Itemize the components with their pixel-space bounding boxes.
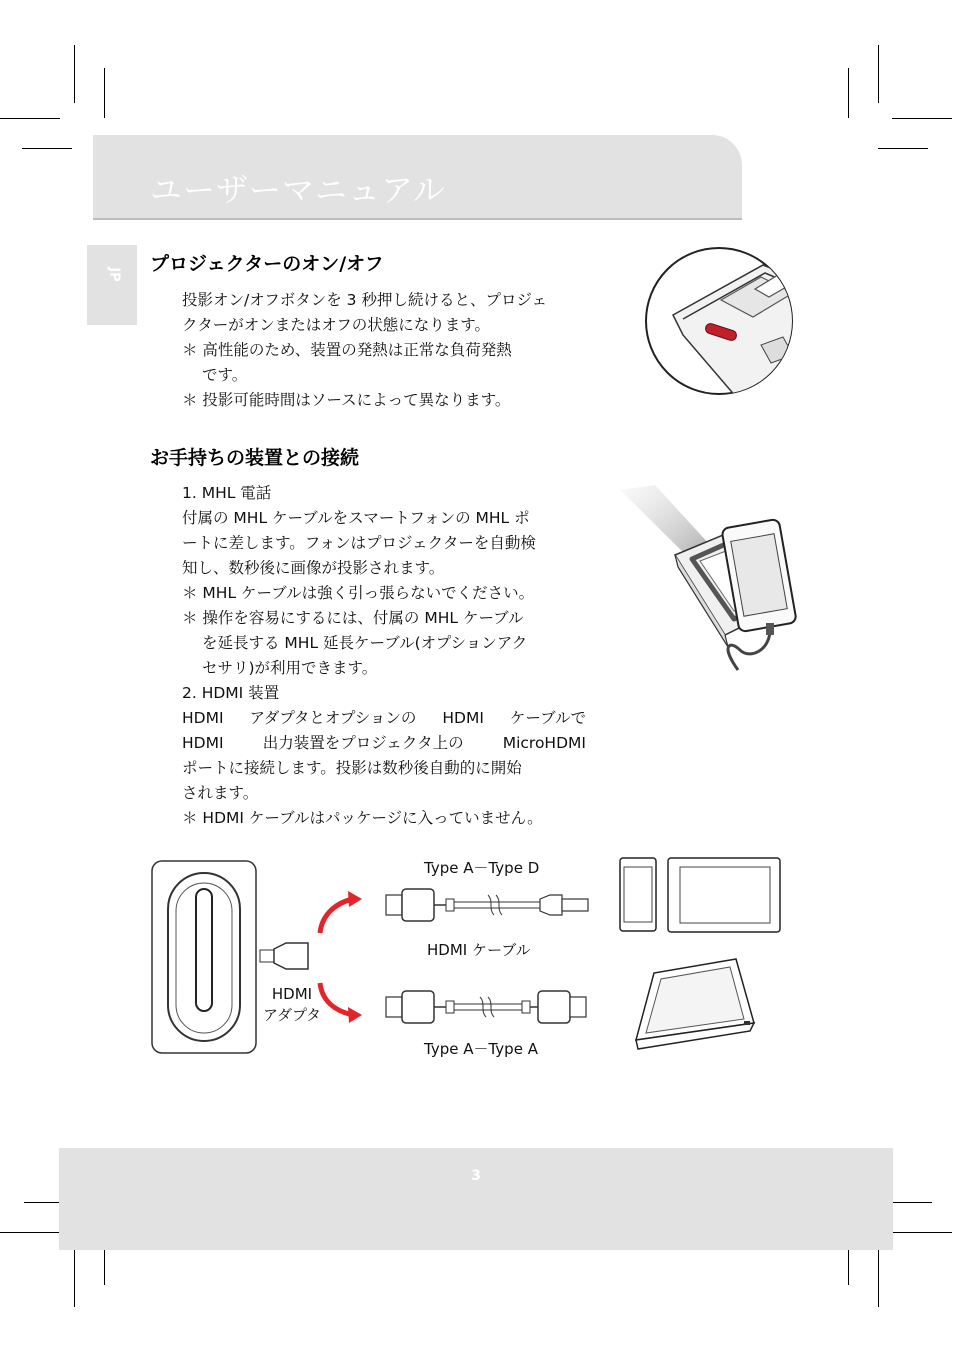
language-tab — [87, 245, 137, 325]
text-line: ＊ 高性能のため、装置の発熱は正常な負荷発熱 — [182, 341, 512, 359]
label-type-a-type-a: Type A－Type A — [424, 1040, 538, 1058]
text-line: 2. HDMI 装置 — [182, 684, 280, 702]
section-connect-body — [182, 481, 586, 831]
text-line: ＊ MHL ケーブルは強く引っ張らないでください。 — [182, 584, 535, 602]
crop-mark — [878, 1245, 879, 1307]
crop-mark — [878, 45, 879, 103]
crop-mark — [22, 148, 72, 149]
text-line: ＊ 操作を容易にするには、付属の MHL ケーブル — [182, 609, 524, 627]
section-heading-power: プロジェクターのオン/オフ — [150, 253, 384, 275]
text-line: セサリ)が利用できます。 — [202, 659, 378, 677]
page-title: ユーザーマニュアル — [150, 171, 446, 209]
text-line: ＊ HDMI ケーブルはパッケージに入っていません。 — [182, 809, 543, 827]
crop-mark — [878, 148, 928, 149]
mhl-phone-illustration — [600, 485, 815, 675]
footer-band — [59, 1148, 893, 1250]
label-type-a-type-d: Type A－Type D — [424, 859, 540, 877]
section-power-body — [182, 288, 547, 413]
power-button-illustration — [643, 245, 795, 397]
text-line: 投影オン/オフボタンを 3 秒押し続けると、プロジェ — [182, 291, 548, 309]
text-line: ートに差します。フォンはプロジェクターを自動検 — [182, 534, 536, 552]
text-line: ポートに接続します。投影は数秒後自動的に開始 — [182, 759, 522, 777]
text-line: 知し、数秒後に画像が投影されます。 — [182, 559, 445, 577]
text-line-justified: HDMI 出力装置をプロジェクタ上の MicroHDMI — [182, 734, 586, 752]
crop-mark — [104, 68, 105, 118]
text-line: 付属の MHL ケーブルをスマートフォンの MHL ポ — [182, 509, 530, 527]
text-line: クターがオンまたはオフの状態になります。 — [182, 316, 490, 334]
text-line: されます。 — [182, 784, 259, 802]
text-line: を延長する MHL 延長ケーブル(オプションアク — [202, 634, 528, 652]
text-line-justified: HDMI アダプタとオプションの HDMI ケーブルで — [182, 709, 586, 727]
crop-mark — [892, 118, 952, 119]
crop-mark — [0, 1232, 60, 1233]
crop-mark — [74, 1245, 75, 1307]
label-hdmi-adapter: HDMI アダプタ — [263, 985, 321, 1024]
section-heading-connect: お手持ちの装置との接続 — [150, 447, 360, 469]
label-hdmi-cable: HDMI ケーブル — [427, 941, 531, 959]
text-line: です。 — [202, 366, 248, 384]
crop-mark — [892, 1232, 952, 1233]
crop-mark — [0, 118, 60, 119]
page-number: 3 — [471, 1168, 481, 1184]
language-tab-label: JP — [106, 267, 122, 282]
crop-mark — [848, 68, 849, 118]
text-line: ＊ 投影可能時間はソースによって異なります。 — [182, 391, 511, 409]
text-line: 1. MHL 電話 — [182, 484, 272, 502]
crop-mark — [74, 45, 75, 103]
